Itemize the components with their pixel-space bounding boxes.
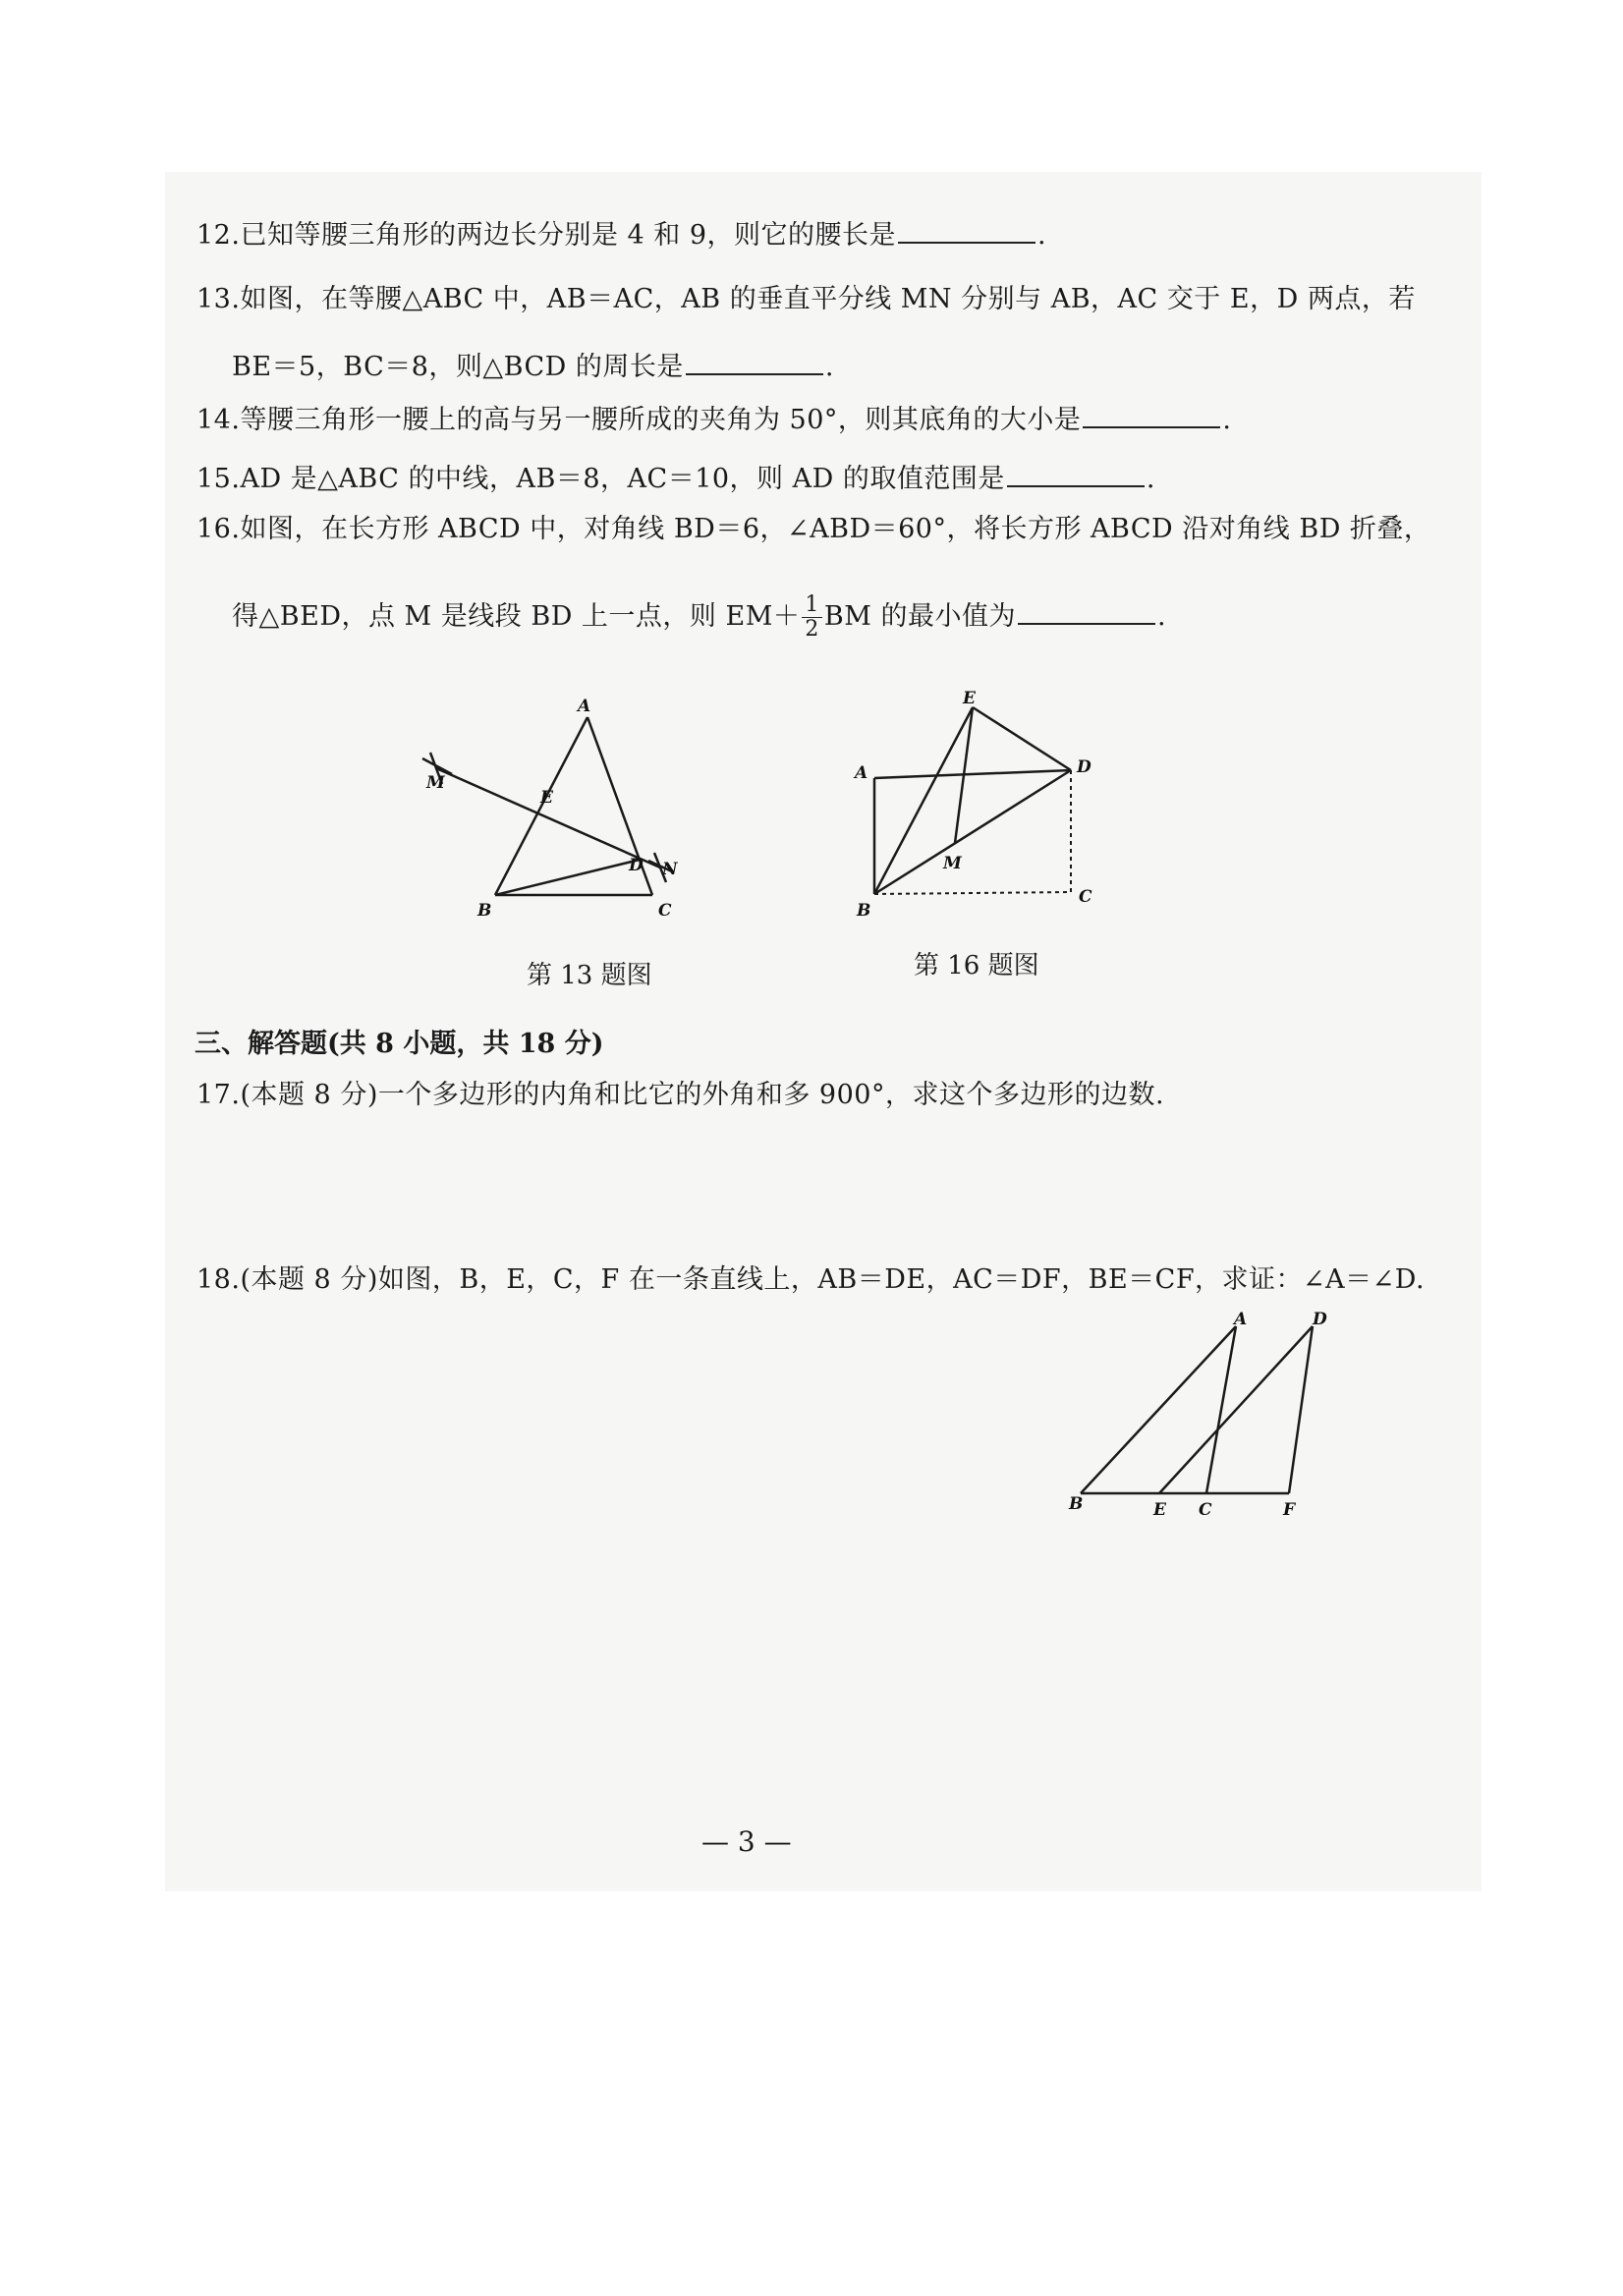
question-16-line-1: 16.如图，在长方形 ABCD 中，对角线 BD＝6，∠ABD＝60°，将长方形 ABCD 沿对角线 BD 折叠，: [196, 514, 1431, 544]
figure-13-caption: 第 13 题图: [527, 961, 652, 990]
label-e: E: [963, 689, 976, 708]
label-b: B: [1069, 1494, 1084, 1514]
answer-blank[interactable]: [686, 350, 823, 375]
figure-16-caption: 第 16 题图: [914, 951, 1039, 980]
question-13-line-2: BE＝5，BC＝8，则△BCD 的周长是 .: [232, 352, 834, 382]
segment-bd: [495, 860, 640, 895]
segment-de: [1159, 1326, 1313, 1493]
question-12: 12.已知等腰三角形的两边长分别是 4 和 9，则它的腰长是 .: [196, 220, 1047, 251]
label-e: E: [540, 788, 553, 808]
label-a: A: [1234, 1310, 1248, 1329]
label-m: M: [426, 773, 445, 793]
figure-18: [1061, 1307, 1356, 1533]
fraction-one-half: $\frac{1}{2}$: [802, 593, 822, 642]
folded-side-bc: [874, 892, 1071, 894]
page-number: — 3 —: [701, 1825, 792, 1858]
question-15: 15.AD 是△ABC 的中线，AB＝8，AC＝10，则 AD 的取值范围是 .: [196, 464, 1155, 494]
segment-ac: [1206, 1326, 1236, 1493]
label-n: N: [662, 860, 678, 879]
question-14: 14.等腰三角形一腰上的高与另一腰所成的夹角为 50°，则其底角的大小是 .: [196, 405, 1232, 435]
label-a: A: [855, 763, 868, 783]
label-c: C: [1199, 1500, 1212, 1520]
answer-blank[interactable]: [1007, 462, 1145, 487]
segment-ab: [1081, 1326, 1236, 1493]
perpendicular-bisector-mn: [436, 768, 660, 868]
label-d: D: [629, 856, 644, 875]
label-b: B: [857, 901, 871, 921]
segment-ad: [874, 770, 1071, 778]
label-b: B: [477, 901, 492, 921]
answer-blank[interactable]: [1083, 403, 1220, 428]
question-16-line-2: 得△BED，点 M 是线段 BD 上一点，则 EM＋ $\frac{1}{2}$ BM 的最小值为 .: [232, 592, 1167, 642]
label-e: E: [1153, 1500, 1166, 1520]
answer-blank[interactable]: [1018, 599, 1155, 625]
diagonal-bd: [874, 770, 1071, 894]
label-c: C: [658, 901, 672, 921]
label-f: F: [1283, 1500, 1296, 1520]
label-m: M: [943, 854, 962, 873]
segment-df: [1289, 1326, 1313, 1493]
question-17: 17.(本题 8 分)一个多边形的内角和比它的外角和多 900°，求这个多边形的边数.: [196, 1080, 1165, 1110]
label-a: A: [578, 697, 591, 716]
label-d: D: [1077, 757, 1091, 777]
answer-blank[interactable]: [898, 218, 1035, 244]
label-c: C: [1079, 887, 1092, 907]
segment-ed: [973, 707, 1071, 770]
question-18: 18.(本题 8 分)如图，B，E，C，F 在一条直线上，AB＝DE，AC＝DF，BE＝CF，求证：∠A＝∠D.: [196, 1264, 1426, 1295]
figure-13: [413, 688, 698, 933]
section-heading: 三、解答题(共 8 小题，共 18 分): [195, 1029, 604, 1059]
label-d: D: [1313, 1310, 1327, 1329]
question-13-line-1: 13.如图，在等腰△ABC 中，AB＝AC，AB 的垂直平分线 MN 分别与 AB，AC 交于 E，D 两点，若: [196, 284, 1416, 314]
figure-16: [845, 688, 1110, 924]
